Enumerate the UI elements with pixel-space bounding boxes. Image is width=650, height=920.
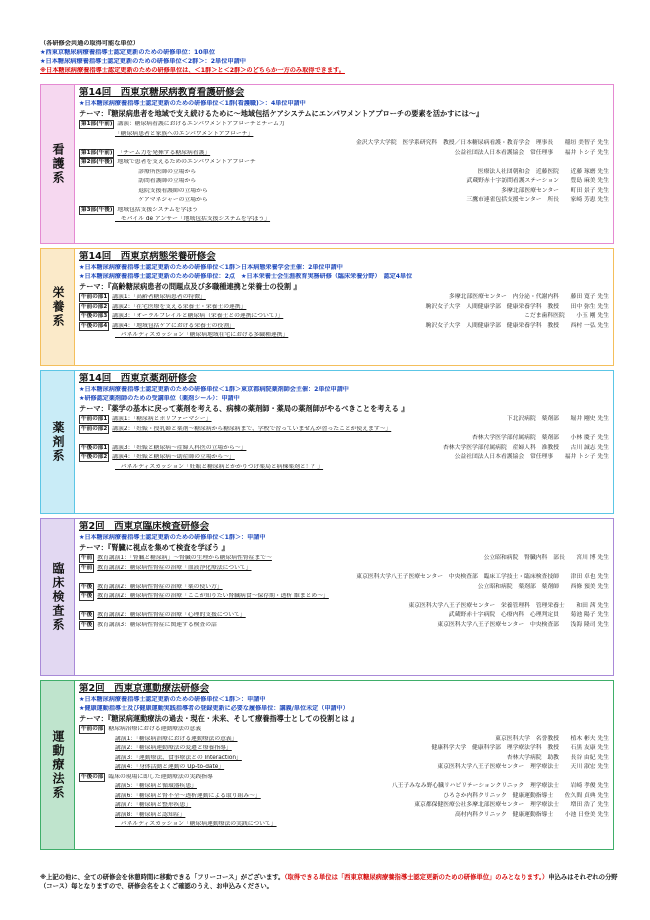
program-row (79, 773, 609, 783)
program-row (79, 573, 609, 583)
session-tag: 第1部(午前) (81, 121, 113, 128)
lecture-title: 講演5：「糖尿病と循環器疾患」 (115, 783, 197, 790)
category-text: 栄養系 (51, 286, 65, 328)
speaker: 駒沢女子大学 人間健康学部 健康栄養学科 教授 田中 弥生 先生 (425, 303, 609, 310)
speaker: 三鷹市連雀包括支援センター 所長 家崎 芳恵 先生 (466, 197, 609, 204)
header-line-2: ★日本糖尿病療養指導士認定更新のための研修単位＜2群＞：2単位申請中 (40, 58, 246, 65)
credit-line: ★日本糖尿病療養指導士認定更新のための研修単位＜1群＞日本病態栄養学会主催：2単位申請中 (79, 264, 343, 271)
credits-header (40, 40, 620, 76)
session-tag: 午前 (81, 564, 93, 571)
speaker: 東京都保健医療公社多摩北部医療センター 理学療法士 増田 浩了 先生 (414, 802, 609, 809)
session-tag: 午後 (81, 583, 93, 590)
program-row (79, 130, 609, 140)
lecture-title: ケアマネジャーの立場から (115, 197, 208, 204)
seminar-title-text: 第2回 西東京運動療法研修会 (79, 683, 210, 694)
section-clinical-lab (40, 518, 614, 676)
session-tag: 午前 (81, 555, 93, 562)
header-line-3: ※日本糖尿病療養指導士認定更新のための研修単位は、＜1群＞と＜2群＞のどちらか一方のみ取得できます。 (40, 67, 345, 74)
section-body (79, 373, 609, 511)
speaker: 武蔵野赤十字病院 心療内科 心理判定員 菊池 陽子 先生 (448, 612, 609, 619)
section-nutrition (40, 248, 614, 366)
seminar-title (79, 521, 609, 534)
section-body (79, 251, 609, 363)
footer-apply-note: 申込みはそれぞれの分野（コース）毎となりますので、研修会名をよくご確認のうえ、お申込みください。 (40, 874, 618, 891)
lecture-title: 退院支援看護師の立場から (115, 187, 208, 194)
lecture-title: 講演：糖尿病看護におけるエンパワメントアプローチとチーム力 (117, 121, 285, 128)
lecture-title: 教育講演3：糖尿病性腎症に関連する検査の話 (97, 621, 217, 628)
credit-line: ★日本糖尿病療養指導士認定更新のための研修単位＜1群＞東京都病院薬剤師会主催：2単位申請中 (79, 386, 349, 393)
program-row (79, 293, 609, 303)
session-tag: 第2部(午後) (81, 159, 113, 166)
section-exercise (40, 680, 614, 850)
lecture-title: 地域で患者を支えるためのエンパワメントアプローチ (117, 159, 256, 166)
speaker: 金沢大学大学院 医学系研究科 教授／日本糖尿病看護・教育学会 理事長 稲垣 美智子 先生 (356, 140, 609, 147)
speaker: 杏林大学病院 助教 長谷 由紀 先生 (506, 754, 609, 761)
program-row (79, 196, 609, 206)
program-row (79, 735, 609, 745)
session-tag: 午後の部 (81, 773, 104, 780)
speaker: 東京医科大学 名誉教授 植木 彬夫 先生 (495, 735, 609, 742)
section-nursing (40, 84, 614, 244)
program-row (79, 415, 609, 425)
program-row (79, 754, 609, 764)
seminar-theme: テーマ：『糖尿病患者を地域で支え続けるために～地域包括ケアシステムにエンパワメントアプローチの要素を活かすには～』 (79, 109, 484, 118)
lecture-title: 講演3：「運動療法、食事療法との Interaction」 (115, 754, 242, 761)
seminar-title-text: 第14回 西東京糖尿病教育看護研修会 (79, 87, 245, 98)
section-pharmacy (40, 370, 614, 514)
lecture-title: 講演2：「妊娠・授乳婦と薬剤～糖尿病から糖尿病まで、学校で習っていませんが習ったことが使えます～」 (112, 425, 392, 432)
session-tag: 午後の部3 (81, 313, 108, 320)
program-row (79, 312, 609, 322)
speaker: 高村内科クリニック 健康運動指導士 小池 日登美 先生 (454, 811, 609, 818)
lecture-title: 「チーム力を発揮する糖尿病看護」 (117, 149, 211, 156)
lecture-title: 糖尿病治療における運動療法の意義 (108, 726, 202, 733)
credit-line: ★研修認定薬剤師のための受講単位（薬剤シール）：申請中 (79, 395, 240, 402)
program-row (79, 149, 609, 159)
lecture-title: 教育講演2：糖尿病性腎症の治療「心理的支援について」 (97, 612, 246, 619)
program-row (79, 425, 609, 435)
program-row (79, 782, 609, 792)
program-row (79, 215, 609, 225)
category-text: 薬剤系 (51, 421, 65, 463)
seminar-title-text: 第14回 西東京病態栄養研修会 (79, 251, 216, 262)
seminar-title (79, 251, 609, 264)
speaker: 医療法人社団朝和会 近藤医院 近藤 琢磨 先生 (477, 168, 609, 175)
section-category-label (41, 85, 75, 243)
lecture-title: 地域包括支援システムを学ぼう (117, 206, 198, 213)
lecture-title: 臨床の現場に即した運動療法の実践指導 (108, 773, 213, 780)
program-row (79, 564, 609, 574)
session-tag: 第3部(午後) (81, 206, 113, 213)
speaker: 公益社団法人日本看護協会 常任理事 福井 トシ子 先生 (454, 454, 609, 461)
lecture-title: パネルディスカッション「糖尿病運動療法の実践について」 (115, 821, 277, 828)
session-tag: 午前の部2 (81, 303, 108, 310)
section-body (79, 87, 609, 241)
lecture-title: 教育講演2：糖尿病性腎症の治療「ここが知りたい腎臓病食～保存期・透析 維まとめ～」 (97, 593, 329, 600)
lecture-title: 教育講演2：糖尿病性腎症の治療「血液浄化療法について」 (97, 564, 252, 571)
speaker: ひろさか内科クリニック 健康運動指導士 佐久間 貞典 先生 (443, 792, 609, 799)
credit-line: ★健康運動指導士及び健康運動実践指導者の登録更新に必要な履修単位：講義/単位未定（申請中） (79, 705, 349, 712)
lecture-title: 講演2：「糖尿病運動療法の変遷と療養指導」 (115, 745, 232, 752)
program-row (79, 168, 609, 178)
session-tag: 午後 (81, 593, 93, 600)
header-line-1: ★西東京糖尿病療養指導士認定更新のための研修単位：10単位 (40, 49, 216, 56)
section-category-label (41, 249, 75, 365)
program-row (79, 187, 609, 197)
speaker: 東京医科大学八王子医療センター 中央検査部 臨床工学技士・臨床検査技師 津田 卓也 先生 (356, 574, 609, 581)
speaker: 公益社団法人日本看護協会 常任理事 福井 トシ子 先生 (454, 149, 609, 156)
speaker: 健康科学大学 健康科学部 理学療法学科 教授 石黒 友康 先生 (431, 745, 609, 752)
program-row (79, 434, 609, 444)
session-tag: 午前の部1 (81, 294, 108, 301)
program-row (79, 158, 609, 168)
program-row (79, 801, 609, 811)
speaker: こだま歯科医院 小玉 剛 先生 (524, 313, 609, 320)
lecture-title: 講演1：「糖尿病治療における運動療法の意義」 (115, 735, 238, 742)
lecture-title: 講演8：「糖尿病と認知症」 (115, 811, 186, 818)
seminar-theme: テーマ：『高齢糖尿病患者の問題点及び多職種連携と栄養士の役割 』 (79, 282, 301, 291)
footer-free-course: ※上記の他に、全ての研修会を休憩時間に移動できる「フリーコース」がございます。 (40, 874, 285, 881)
credit-line: ★日本糖尿病療養指導士認定更新のための研修単位：2点 ★日本栄養士会生涯教育実務研修（臨床栄養分野） 認定4単位 (79, 273, 413, 280)
lecture-title: 診療所医師の立場から (115, 168, 197, 175)
program-row (79, 583, 609, 593)
credit-line: ★日本糖尿病療養指導士認定更新のための研修単位＜1群＞：申請中 (79, 534, 266, 541)
program-row (79, 811, 609, 821)
seminar-theme: テーマ：『腎臓に視点を集めて検査を学ぼう 』 (79, 543, 229, 552)
program-row (79, 120, 609, 130)
lecture-title: パネルディスカッション「糖尿病地域在宅における多職種連携」 (115, 332, 289, 339)
program-row (79, 554, 609, 564)
speaker: 公立昭和病院 腎臓内科 部長 宮川 博 先生 (483, 555, 609, 562)
speaker: 八王子みなみ野心臓リハビリテーションクリニック 理学療法士 岩崎 孝俊 先生 (391, 783, 609, 790)
footer-note (40, 873, 620, 891)
program-row (79, 444, 609, 454)
program-row (79, 322, 609, 332)
speaker: 多摩北部医療センター 町田 景子 先生 (501, 187, 609, 194)
session-tag: 午後の部4 (81, 322, 108, 329)
speaker: 多摩北部医療センター 内分泌・代謝内科 藤田 寛子 先生 (449, 294, 609, 301)
lecture-title: パネルディスカッション「妊娠と糖尿病とかかりつけ薬局と病棟薬剤と！？」 (115, 463, 324, 470)
category-text: 看護系 (51, 143, 65, 185)
speaker: 東京医科大学八王子医療センター 中央検査部 浅海 隆司 先生 (437, 621, 609, 628)
lecture-title: 講演1：「糖尿病とポリファーマシー」 (112, 416, 212, 423)
session-tag: 午後 (81, 621, 93, 628)
credit-line: ★日本糖尿病療養指導士認定更新のための研修単位＜1群(看護職)＞：4単位申請中 (79, 100, 306, 107)
speaker: 東京医科大学八王子医療センター 理学療法士 天川 淑宏 先生 (437, 764, 609, 771)
lecture-title: 講演4：「身体活動と運動の Up-to-date」 (115, 764, 225, 771)
session-tag: 午後の部1 (81, 444, 108, 451)
footer-credit-note: （取得できる単位は「西東京糖尿病療養指導士認定更新のための研修単位」のみとなります。） (284, 874, 549, 881)
section-category-label (41, 519, 75, 675)
section-body (79, 521, 609, 673)
session-tag: 第1部(午前) (81, 149, 113, 156)
credit-line: ★日本糖尿病療養指導士認定更新のための研修単位＜1群＞：申請中 (79, 696, 266, 703)
lecture-title: 講演1：「高齢者糖尿病患者の特徴」 (112, 294, 206, 301)
program-row (79, 453, 609, 463)
lecture-title: 訪問看護師の立場から (115, 178, 197, 185)
program-row (79, 725, 609, 735)
speaker: 杏林大学医学部付属病院 産婦人科 准教授 古川 誠志 先生 (443, 444, 609, 451)
speaker: 駒沢女子大学 人間健康学部 健康栄養学科 教授 西村 一弘 先生 (425, 322, 609, 329)
program-row (79, 331, 609, 341)
speaker: 下北沢病院 薬剤部 堀井 剛史 先生 (506, 416, 609, 423)
lecture-title: 講演4：「地域包括ケアにおける栄養士の役割」 (112, 322, 235, 329)
program-row (79, 139, 609, 149)
program-row (79, 206, 609, 216)
lecture-title: 講演3：「オーラルフレイルと糖尿病（栄養士との連携について）」 (112, 313, 284, 320)
lecture-title: 講演6：「糖尿病と腎不全～透析運動による取り組み～」 (115, 792, 261, 799)
seminar-theme: テーマ：『薬学の基本に戻って薬剤を考える、病棟の薬剤師・薬局の薬剤師がやるべきことを考える 』 (79, 404, 409, 413)
lecture-title: 講演3：「妊娠と糖尿病～産婦人科医の立場から～」 (112, 444, 247, 451)
seminar-theme: テーマ：『糖尿病運動療法の過去・現在・未来、そして療養指導士としての役割とは 』 (79, 714, 359, 723)
speaker: 公立昭和病院 薬剤部 薬剤師 西條 預美 先生 (477, 583, 609, 590)
seminar-title-text: 第2回 西東京臨床検査研修会 (79, 521, 210, 532)
program-row (79, 763, 609, 773)
speaker: 杏林大学医学部付属病院 薬剤部 小林 慶子 先生 (471, 435, 609, 442)
section-category-label (41, 371, 75, 513)
seminar-title (79, 683, 609, 696)
program-row (79, 177, 609, 187)
seminar-title (79, 87, 609, 100)
program-row (79, 592, 609, 602)
program-row (79, 611, 609, 621)
session-tag: 午前の部1 (81, 416, 108, 423)
seminar-title (79, 373, 609, 386)
section-body (79, 683, 609, 847)
section-category-label (41, 681, 75, 849)
lecture-title: 講演2：「在宅医療を支える栄養士・栄養士の連携」 (112, 303, 247, 310)
category-text: 運動療法系 (51, 730, 65, 800)
session-tag: 午前の部2 (81, 425, 108, 432)
session-tag: 午後の部2 (81, 454, 108, 461)
lecture-title: 教育講演2：糖尿病性腎症の治療「薬の使い方」 (97, 583, 223, 590)
lecture-title: モバイル de アンサー「地域包括支援システムを学ぼう」 (115, 216, 271, 223)
program-row (79, 463, 609, 473)
program-row (79, 303, 609, 313)
seminar-title-text: 第14回 西東京薬剤研修会 (79, 373, 197, 384)
lecture-title: 講演4：「妊娠と糖尿病～助産師の立場から～」 (112, 454, 235, 461)
program-row (79, 621, 609, 631)
category-text: 臨床検査系 (51, 562, 65, 632)
lecture-title: 教育講演1：「腎臓と糖尿病」～腎臓の生理から糖尿病性腎症まで～ (97, 555, 272, 562)
program-row (79, 792, 609, 802)
session-tag: 午前の部 (81, 726, 104, 733)
header-line-0: （各研修会共通の取得可能な単位） (40, 40, 139, 47)
session-tag: 午後 (81, 612, 93, 619)
program-row (79, 820, 609, 830)
speaker: 武蔵野赤十字訪問看護ステーション 豊島 麻美 先生 (466, 178, 609, 185)
lecture-title: 講演7：「糖尿病と整形疾患」 (115, 802, 192, 809)
speaker: 東京医科大学八王子医療センター 栄養管理科 管理栄養士 和田 茜 先生 (408, 602, 609, 609)
program-row (79, 744, 609, 754)
lecture-title: 「糖尿病患者と家族へのエンパワメントアプローチ」 (115, 130, 254, 137)
program-row (79, 602, 609, 612)
